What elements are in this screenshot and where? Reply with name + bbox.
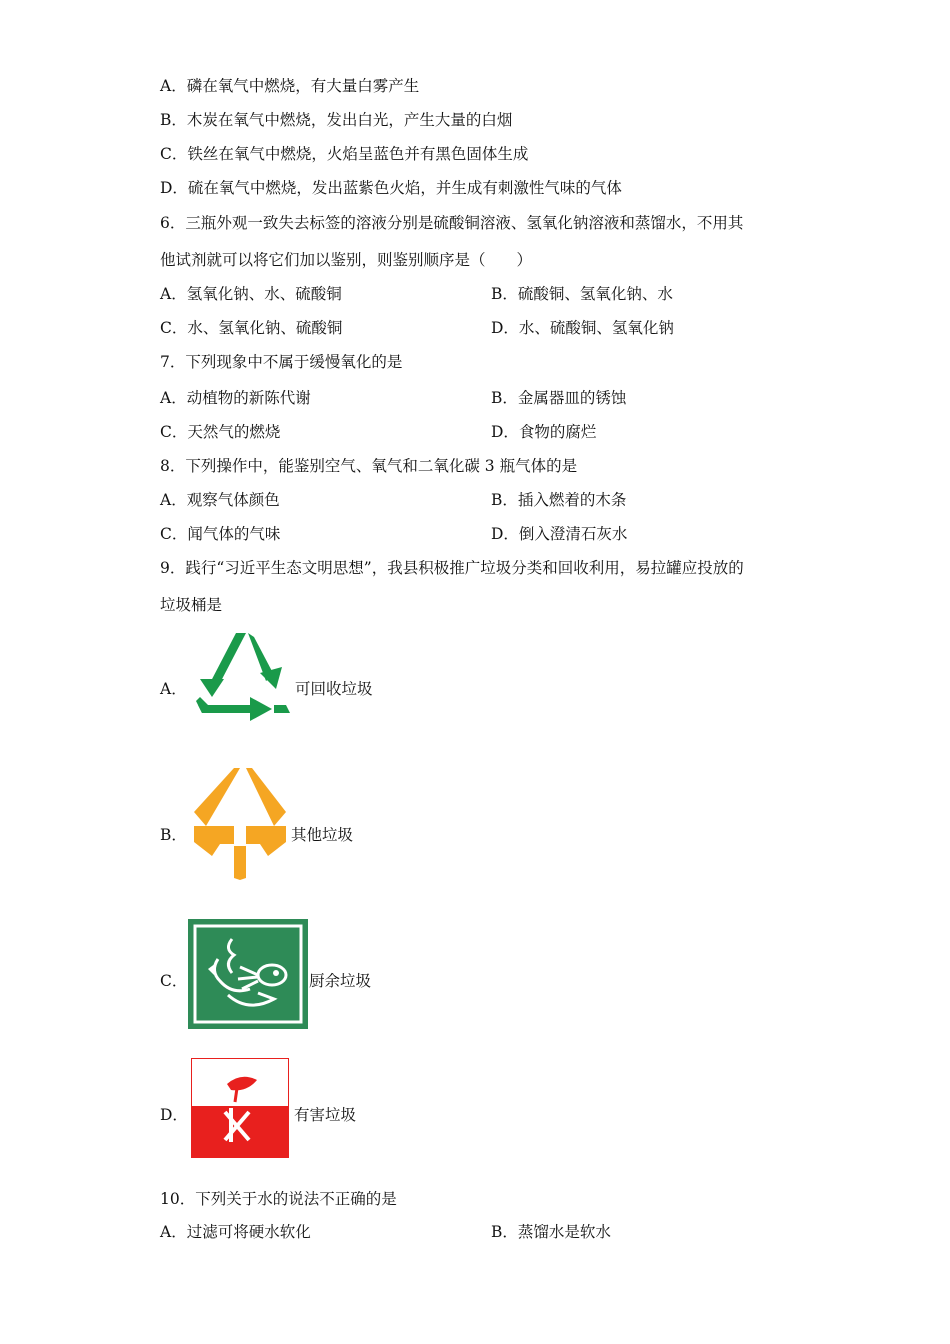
q9-option-b-letter: B． bbox=[160, 826, 187, 844]
q6-stem-line1: 6．三瓶外观一致失去标签的溶液分别是硫酸铜溶液、氢氧化钠溶液和蒸馏水，不用其 bbox=[160, 214, 744, 232]
q7-option-c: C．天然气的燃烧 bbox=[160, 423, 281, 441]
q8-option-b: B．插入燃着的木条 bbox=[491, 491, 627, 509]
q10-stem: 10．下列关于水的说法不正确的是 bbox=[160, 1190, 397, 1208]
other-waste-icon bbox=[190, 764, 290, 882]
q8-option-d: D．倒入澄清石灰水 bbox=[491, 525, 628, 543]
q9-stem-line2: 垃圾桶是 bbox=[160, 596, 223, 614]
q9-stem-line1: 9．践行“习近平生态文明思想”，我县积极推广垃圾分类和回收利用，易拉罐应投放的 bbox=[160, 559, 744, 577]
q8-option-a: A．观察气体颜色 bbox=[160, 491, 280, 509]
q5-option-b: B．木炭在氧气中燃烧，发出白光，产生大量的白烟 bbox=[160, 111, 513, 129]
q9-option-c-letter: C． bbox=[160, 972, 188, 990]
q9-option-d-label: 有害垃圾 bbox=[294, 1106, 357, 1124]
q9-option-a-letter: A． bbox=[160, 680, 187, 698]
q6-option-c: C．水、氢氧化钠、硫酸铜 bbox=[160, 319, 343, 337]
q6-option-a: A．氢氧化钠、水、硫酸铜 bbox=[160, 285, 342, 303]
q7-option-a: A．动植物的新陈代谢 bbox=[160, 389, 311, 407]
q8-stem: 8．下列操作中，能鉴别空气、氧气和二氧化碳 3 瓶气体的是 bbox=[160, 457, 578, 475]
q5-option-d: D．硫在氧气中燃烧，发出蓝紫色火焰，并生成有刺激性气味的气体 bbox=[160, 179, 622, 197]
q9-option-b-label: 其他垃圾 bbox=[291, 826, 354, 844]
q6-stem-line2: 他试剂就可以将它们加以鉴别，则鉴别顺序是（ ） bbox=[160, 251, 533, 269]
hazardous-waste-icon bbox=[191, 1058, 289, 1158]
q10-option-a: A．过滤可将硬水软化 bbox=[160, 1223, 311, 1241]
q10-option-b: B．蒸馏水是软水 bbox=[491, 1223, 611, 1241]
q8-option-c: C．闻气体的气味 bbox=[160, 525, 281, 543]
recycle-icon bbox=[190, 627, 294, 723]
kitchen-waste-icon bbox=[188, 919, 308, 1029]
q9-option-c-label: 厨余垃圾 bbox=[309, 972, 372, 990]
q7-option-b: B．金属器皿的锈蚀 bbox=[491, 389, 627, 407]
q9-option-a-label: 可回收垃圾 bbox=[295, 680, 373, 698]
q7-stem: 7．下列现象中不属于缓慢氧化的是 bbox=[160, 353, 403, 371]
q6-option-b: B．硫酸铜、氢氧化钠、水 bbox=[491, 285, 673, 303]
q6-option-d: D．水、硫酸铜、氢氧化钠 bbox=[491, 319, 674, 337]
q5-option-a: A．磷在氧气中燃烧，有大量白雾产生 bbox=[160, 77, 420, 95]
q9-option-d-letter: D． bbox=[160, 1106, 188, 1124]
q7-option-d: D．食物的腐烂 bbox=[491, 423, 597, 441]
q5-option-c: C．铁丝在氧气中燃烧，火焰呈蓝色并有黑色固体生成 bbox=[160, 145, 529, 163]
